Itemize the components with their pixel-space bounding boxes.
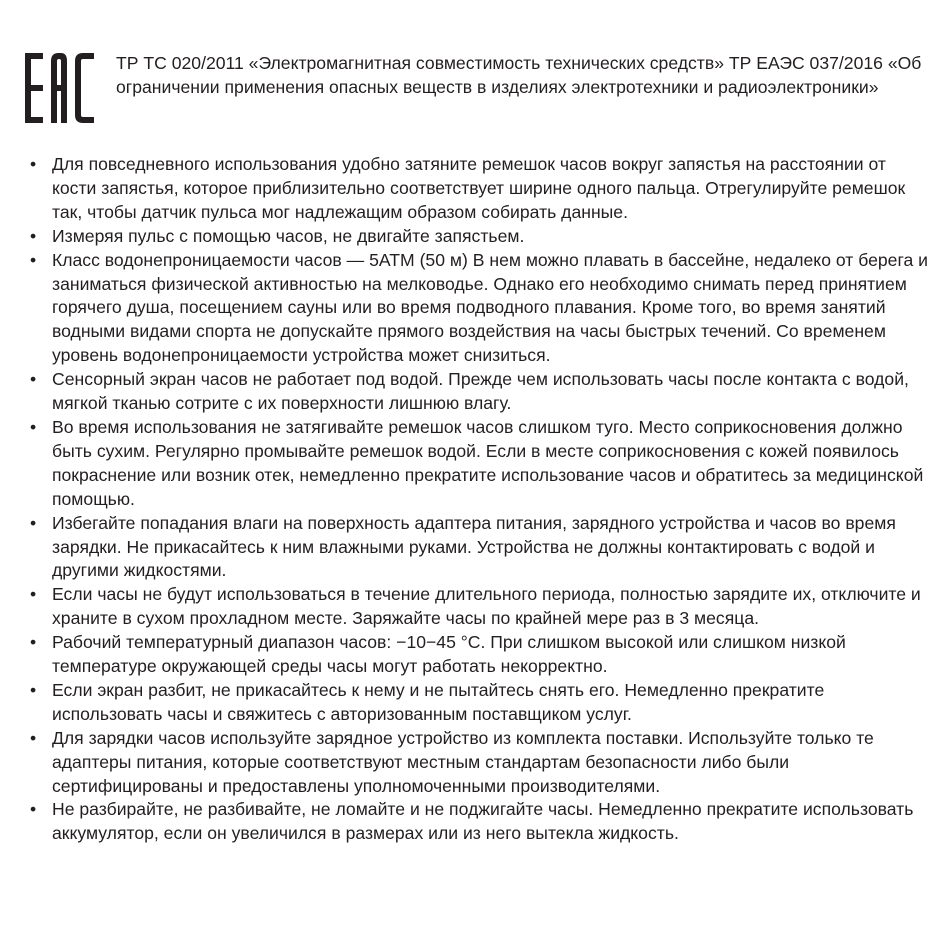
certification-standards-text: ТР ТС 020/2011 «Электромагнитная совместимость технических средств» ТР ЕАЭС 037/2016 «Об ограничении применения опасных веществ в изделиях электротехники и радиоэлектроники» — [116, 53, 922, 97]
bullet-icon: • — [30, 249, 37, 270]
list-item — [30, 583, 935, 631]
bullet-icon: • — [30, 154, 37, 174]
list-item — [30, 416, 935, 512]
list-item-text: Класс водонепроницаемости часов — 5ATM (50 м) В нем можно плавать в бассейне, недалеко от берега и заниматься физической активностью на мелководье. Однако его необходимо снимать перед принятием горячего душа, посещением сауны или во время подводного плавания. Кроме того, во время занятий водными видами спорта не допускайте прямого воздействия на часы быстрых течений. Со временем уровень водонепроницаемости устройства может снизиться. — [52, 249, 928, 366]
bullet-icon: • — [30, 632, 37, 653]
list-item-text: Сенсорный экран часов не работает под водой. Прежде чем использовать часы после контакта с водой, мягкой тканью сотрите с их поверхности лишнюю влагу. — [52, 369, 909, 414]
bullet-icon: • — [30, 679, 37, 700]
eac-certification-mark-icon — [25, 53, 95, 123]
list-item — [30, 727, 935, 799]
safety-instructions-list — [30, 153, 935, 846]
list-item — [30, 512, 935, 584]
bullet-icon: • — [30, 225, 37, 246]
list-item — [30, 679, 935, 727]
list-item-text: Если экран разбит, не прикасайтесь к нему и не пытайтесь снять его. Немедленно прекратите использовать часы и свяжитесь с авторизованным поставщиком услуг. — [52, 679, 825, 724]
list-item-text: Измеряя пульс с помощью часов, не двигайте запястьем. — [52, 225, 525, 246]
list-item — [30, 225, 935, 249]
bullet-icon: • — [30, 727, 37, 748]
bullet-icon: • — [30, 799, 37, 820]
list-item — [30, 798, 935, 846]
list-item — [30, 368, 935, 416]
list-item-text: Избегайте попадания влаги на поверхность адаптера питания, зарядного устройства и часов во время зарядки. Не прикасайтесь к ним влажными руками. Устройства не должны контактировать с водой и другими жидкостями. — [52, 512, 896, 581]
bullet-icon: • — [30, 369, 37, 390]
list-item — [30, 631, 935, 679]
list-item-text: Для зарядки часов используйте зарядное устройство из комплекта поставки. Используйте только те адаптеры питания, которые соответствуют местным стандартам безопасности либо были сертифицированы и предоставлены уполномоченными производителями. — [52, 727, 874, 796]
bullet-icon: • — [30, 584, 37, 605]
list-item-text: Во время использования не затягивайте ремешок часов слишком туго. Место соприкосновения должно быть сухим. Регулярно промывайте ремешок водой. Если в месте соприкосновения с кожей появилось покраснение или возник отек, немедленно прекратите использование часов и обратитесь за медицинской помощью. — [52, 416, 924, 509]
list-item-text: Если часы не будут использоваться в течение длительного периода, полностью зарядите их, отключите и храните в сухом прохладном месте. Заряжайте часы по крайней мере раз в 3 месяца. — [52, 584, 921, 629]
bullet-icon: • — [30, 512, 37, 533]
list-item-text: Для повседневного использования удобно затяните ремешок часов вокруг запястья на расстоянии от кости запястья, которое приблизительно соответствует ширине одного пальца. Отрегулируйте ремешок так, чтобы датчик пульса мог надлежащим образом собирать данные. — [52, 154, 906, 222]
list-item — [30, 249, 935, 369]
bullet-icon: • — [30, 416, 37, 437]
list-item — [30, 153, 935, 225]
list-item-text: Не разбирайте, не разбивайте, не ломайте и не поджигайте часы. Немедленно прекратите использовать аккумулятор, если он увеличился в размерах или из него вытекла жидкость. — [52, 799, 914, 844]
list-item-text: Рабочий температурный диапазон часов: −10−45 °C. При слишком высокой или слишком низкой температуре окружающей среды часы могут работать некорректно. — [52, 632, 846, 677]
